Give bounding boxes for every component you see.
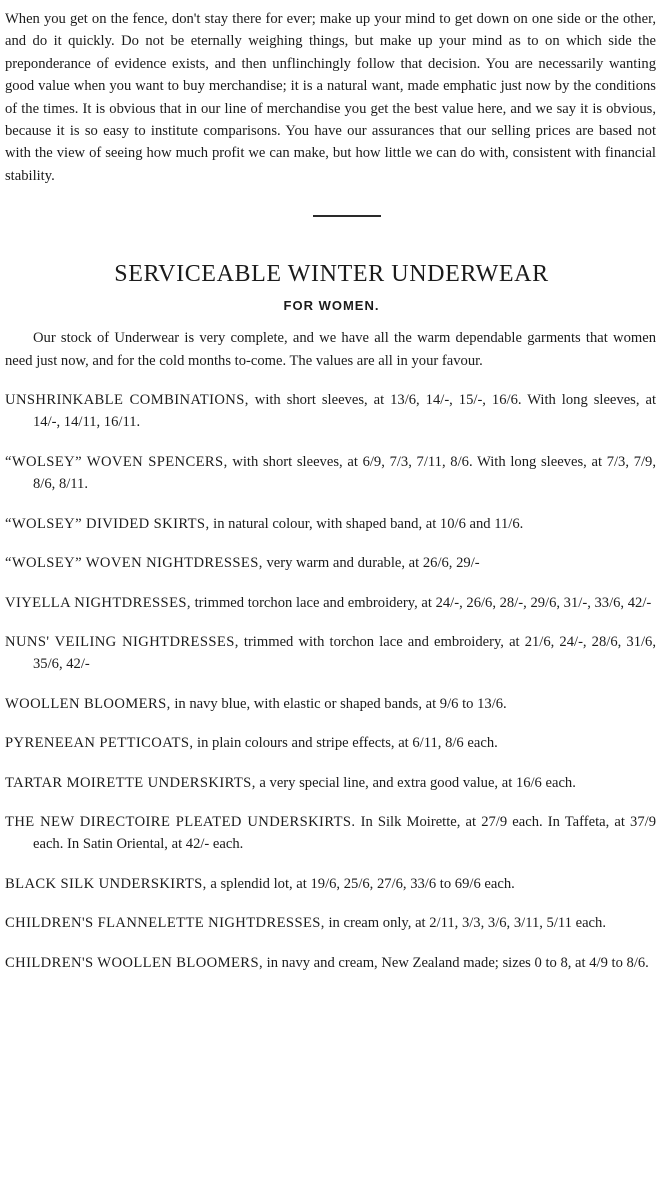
product-description: in navy blue, with elastic or shaped bands, at 9/6 to 13/6. xyxy=(170,695,507,712)
product-name: THE NEW DIRECTOIRE PLEATED UNDERSKIRTS. xyxy=(5,813,356,830)
product-item xyxy=(5,772,658,794)
product-item xyxy=(5,732,658,754)
product-description: trimmed with torchon lace and embroidery, at 21/6, 24/-, 28/6, 31/6, 35/6, 42/- xyxy=(33,633,656,673)
product-description: in cream only, at 2/11, 3/3, 3/6, 3/11, 5/11 each. xyxy=(324,915,606,932)
product-name: “WOLSEY” WOVEN SPENCERS, xyxy=(5,453,228,470)
product-name: UNSHRINKABLE COMBINATIONS, xyxy=(5,392,249,409)
product-item xyxy=(5,631,658,676)
product-name: BLACK SILK UNDERSKIRTS, xyxy=(5,875,207,892)
product-description: in natural colour, with shaped band, at 10/6 and 11/6. xyxy=(209,515,524,532)
product-name: CHILDREN'S WOOLLEN BLOOMERS, xyxy=(5,954,264,971)
product-description: trimmed torchon lace and embroidery, at 24/-, 26/6, 28/-, 29/6, 31/-, 33/6, 42/- xyxy=(190,594,652,611)
product-description: a very special line, and extra good value, at 16/6 each. xyxy=(255,774,576,791)
product-description: in navy and cream, New Zealand made; sizes 0 to 8, at 4/9 to 8/6. xyxy=(263,954,649,971)
intro-paragraph: When you get on the fence, don't stay there for ever; make up your mind to get down on one side or the other, and do it quickly. Do not be eternally weighing things, but make up your mind as to on which side the preponderance of evidence exists, and then unflinchingly follow that decision. You are necessarily wanting good value when you want to buy merchandise; it is a natural want, made emphatic just now by the conditions of the times. It is obvious that in our line of merchandise you get the best value here, and we say it is obvious, because it is so easy to institute comparisons. You have our assurances that our selling prices are based not with the view of seeing how much profit we can make, but how little we can do with, consistent with financial stability. xyxy=(5,11,656,184)
product-name: NUNS' VEILING NIGHTDRESSES, xyxy=(5,633,239,650)
product-item xyxy=(5,811,658,856)
product-description: with short sleeves, at 6/9, 7/3, 7/11, 8/6. With long sleeves, at 7/3, 7/9, 8/6, 8/11. xyxy=(33,453,656,493)
product-name: WOOLLEN BLOOMERS, xyxy=(5,695,171,712)
lead-paragraph: Our stock of Underwear is very complete, and we have all the warm dependable garments that women need just now, and for the cold months to-come. The values are all in your favour. xyxy=(5,330,656,369)
product-description: In Silk Moirette, at 27/9 each. In Taffeta, at 37/9 each. In Satin Oriental, at 42/- each. xyxy=(33,813,656,853)
product-name: PYRENEEAN PETTICOATS, xyxy=(5,735,194,752)
product-name: “WOLSEY” WOVEN NIGHTDRESSES, xyxy=(5,555,263,572)
product-item xyxy=(5,552,658,574)
divider-rule xyxy=(313,215,381,217)
product-name: “WOLSEY” DIVIDED SKIRTS, xyxy=(5,515,210,532)
product-description: very warm and durable, at 26/6, 29/- xyxy=(262,555,480,572)
product-name: CHILDREN'S FLANNELETTE NIGHTDRESSES, xyxy=(5,915,325,932)
headline: SERVICEABLE WINTER UNDERWEAR xyxy=(114,261,549,288)
product-description: with short sleeves, at 13/6, 14/-, 15/-, 16/6. With long sleeves, at 14/-, 14/11, 16/11. xyxy=(33,392,657,431)
product-item xyxy=(5,592,658,614)
product-item xyxy=(5,912,658,934)
product-item xyxy=(5,873,658,895)
product-name: VIYELLA NIGHTDRESSES, xyxy=(5,594,191,611)
product-description: in plain colours and stripe effects, at 6/11, 8/6 each. xyxy=(193,735,498,752)
product-description: a splendid lot, at 19/6, 25/6, 27/6, 33/6 to 69/6 each. xyxy=(206,875,515,892)
product-item xyxy=(5,451,658,496)
subheading: FOR WOMEN. xyxy=(283,298,380,314)
product-item xyxy=(5,693,658,715)
product-item xyxy=(5,952,658,974)
product-item xyxy=(5,389,658,434)
product-item xyxy=(5,513,658,535)
product-name: TARTAR MOIRETTE UNDERSKIRTS, xyxy=(5,774,256,791)
